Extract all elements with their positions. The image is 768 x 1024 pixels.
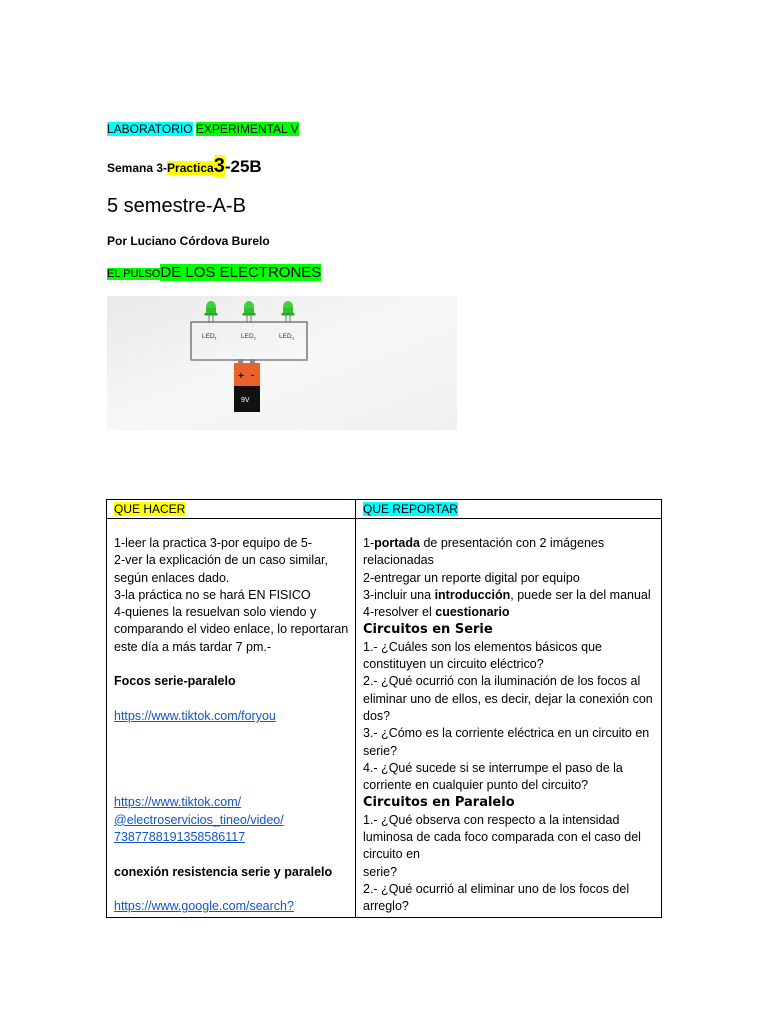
tiktok-video-link[interactable] (114, 795, 284, 844)
semana-prefix: Semana 3- (107, 161, 168, 175)
tiktok-foryou-link[interactable]: https://www.tiktok.com/foryou (114, 708, 276, 723)
instruction-1: 1-leer la practica 3-por equipo de 5- (114, 536, 313, 550)
paralelo-question-1-cont: serie? (363, 864, 398, 879)
header-que-reportar (363, 500, 458, 519)
paralelo-question-1: 1.- ¿Qué observa con respecto a la intensidad luminosa de cada foco comparada con el caso del circuito en (363, 812, 641, 862)
tiktok-video-link-part3: 7387788191358586117 (114, 830, 246, 845)
lab-title-part2: EXPERIMENTAL V (195, 122, 299, 136)
resistencia-title: conexión resistencia serie y paralelo (114, 864, 333, 879)
serie-question-2: 2.- ¿Qué ocurrió con la iluminación de los focos al eliminar uno de ellos, es decir, dejar la conexión con dos? (363, 674, 653, 723)
instruction-3: 3-la práctica no se hará EN FISICO (114, 587, 311, 602)
pulse-title-small: EL PULSO (107, 268, 161, 280)
practica-word: Practica (167, 161, 214, 175)
paralelo-section-title: Circuitos en Paralelo (363, 795, 515, 811)
lab-title-part1: LABORATORIO (107, 122, 193, 136)
serie-question-3: 3.- ¿Cómo es la corriente eléctrica en un circuito en serie? (363, 726, 650, 758)
header-que-hacer (114, 500, 185, 519)
serie-section-title: Circuitos en Serie (363, 622, 493, 638)
practica-code: -25B (224, 157, 262, 176)
que-hacer-column (114, 535, 350, 916)
led-2-label: $LED_2$ (241, 333, 256, 341)
instruction-4: 4-quienes la resuelvan solo viendo y comparando el video enlace, lo reportaran este día a más tardar 7 pm.- (114, 605, 349, 654)
tasks-table (106, 499, 662, 918)
circuit-diagram-image (107, 296, 457, 430)
battery-minus-label: - (251, 370, 255, 381)
semestre-heading: 5 semestre-A-B (107, 195, 246, 217)
author-line: Por Luciano Córdova Burelo (107, 234, 270, 248)
google-search-link[interactable]: https://www.google.com/search? (114, 899, 294, 914)
report-item-3: 3-incluir una introducción, puede ser la del manual (363, 587, 651, 602)
led-1-label: $LED_1$ (202, 333, 217, 341)
circuit-background (107, 296, 457, 430)
semana-practica-line (107, 153, 262, 181)
focos-title: Focos serie-paralelo (114, 674, 236, 689)
serie-question-1: 1.- ¿Cuáles son los elementos básicos que constituyen un circuito eléctrico? (363, 639, 603, 672)
paralelo-question-2: 2.- ¿Qué ocurrió al eliminar uno de los focos del arreglo? (363, 881, 630, 914)
practica-number: 3 (213, 155, 225, 177)
tiktok-video-link-part2: @electroservicios_tineo/video/ (114, 812, 284, 827)
report-item-1: 1-portada de presentación con 2 imágenes relacionadas (363, 536, 605, 568)
led-3-label: $LED_3$ (279, 333, 294, 341)
que-reportar-column (363, 535, 655, 916)
report-item-2: 2-entregar un reporte digital por equipo (363, 570, 580, 585)
battery-voltage-label: 9V (241, 397, 250, 404)
lab-title (107, 122, 299, 137)
instruction-2: 2-ver la explicación de un caso similar, según enlaces dado. (114, 553, 328, 585)
header-que-hacer-text: QUE HACER (114, 502, 186, 516)
battery-9v-icon (234, 359, 260, 412)
table-column-divider (355, 500, 356, 917)
battery-plus-label: + (238, 371, 244, 382)
tiktok-video-link-part1: https://www.tiktok.com/ (114, 795, 242, 810)
serie-question-4: 4.- ¿Qué sucede si se interrumpe el paso de la corriente en cualquier punto del circuito? (363, 760, 623, 793)
report-item-4: 4-resolver el cuestionario (363, 605, 510, 620)
pulse-title (107, 262, 321, 285)
header-que-reportar-text: QUE REPORTAR (363, 502, 458, 516)
pulse-title-big: DE LOS ELECTRONES (160, 264, 322, 281)
